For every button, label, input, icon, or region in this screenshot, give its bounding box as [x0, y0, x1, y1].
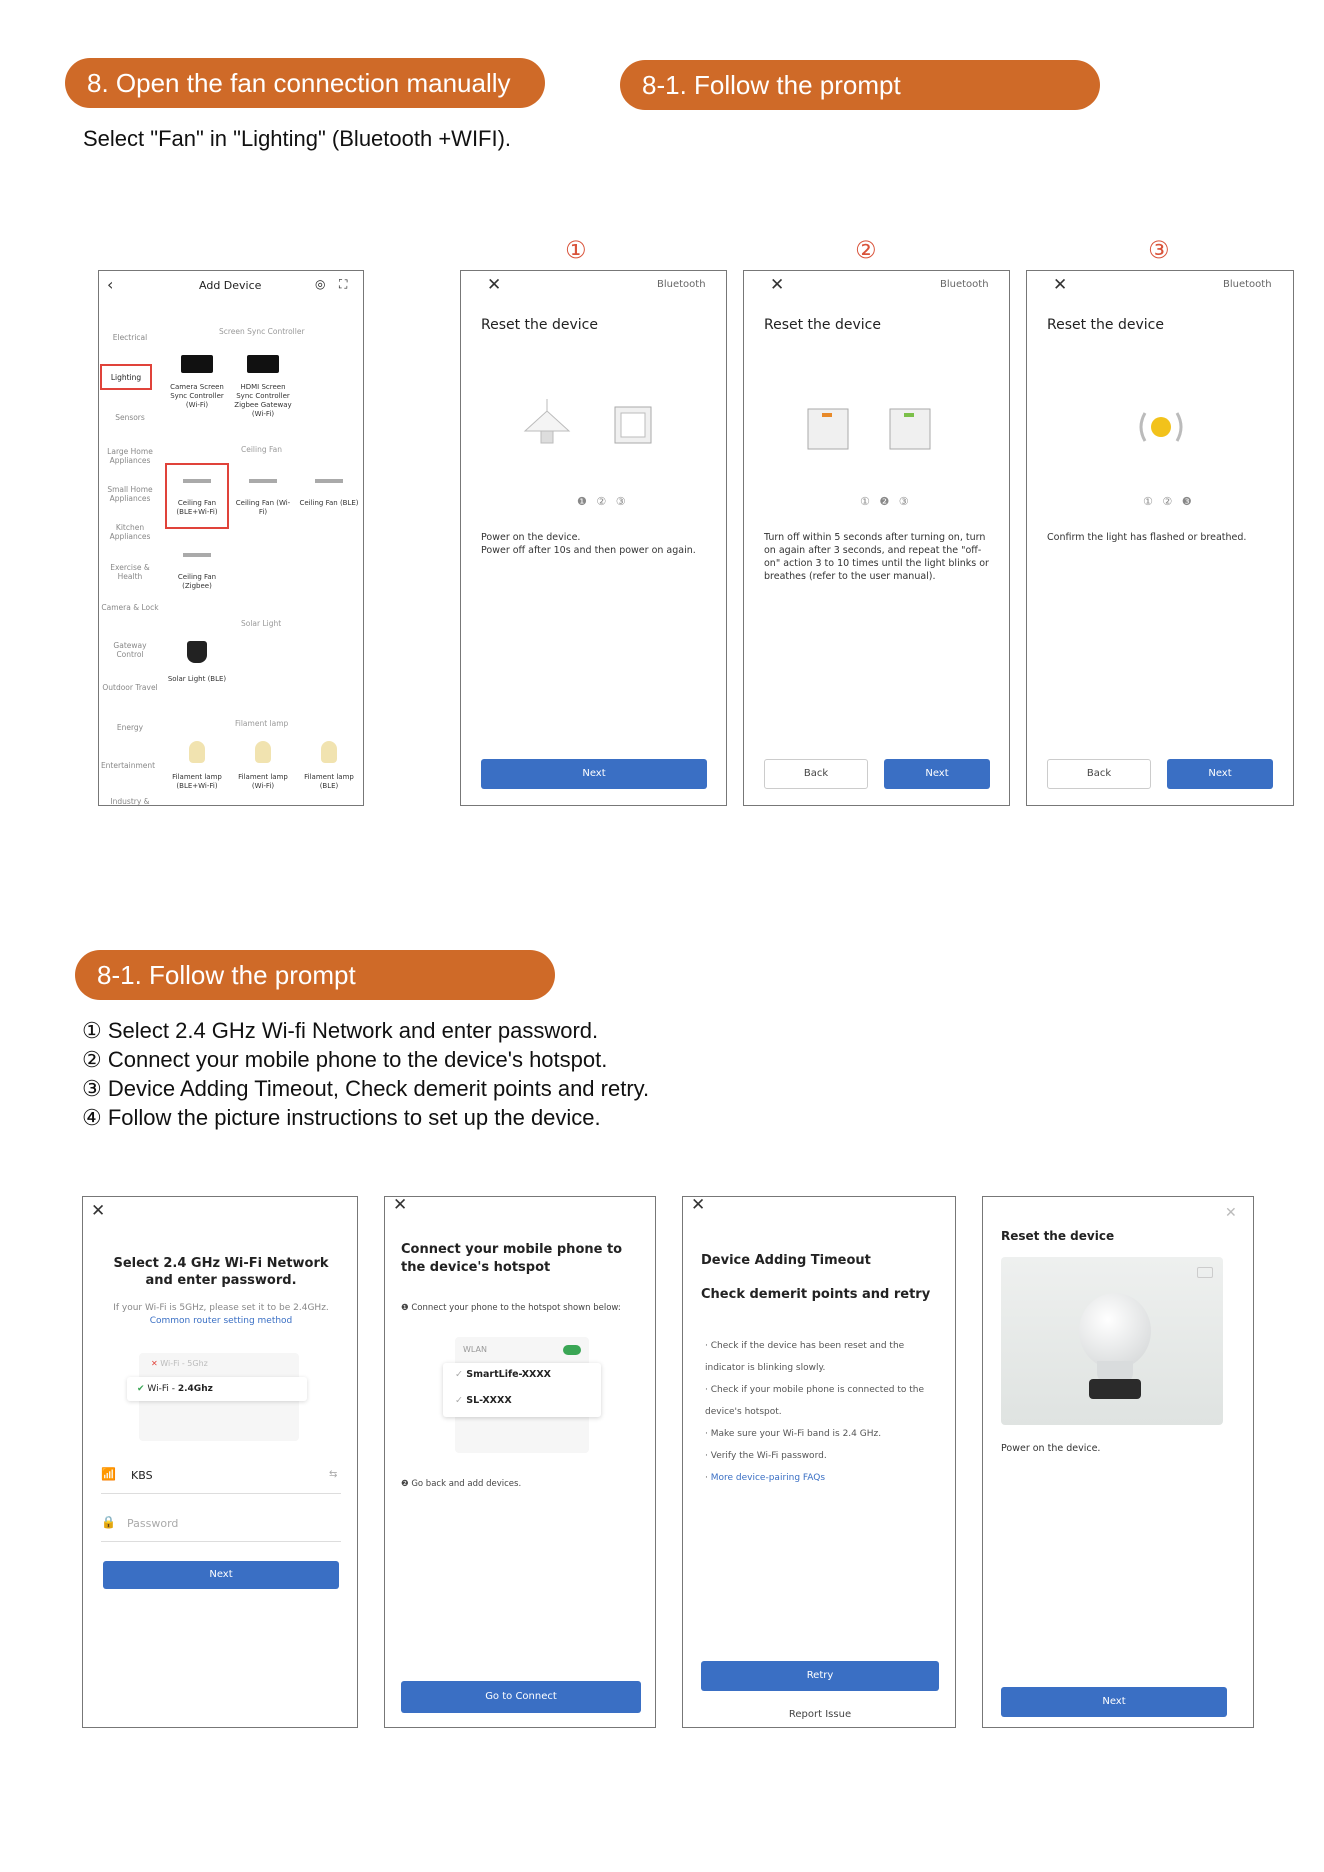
device-filament-ble-wifi[interactable]: Filament lamp (BLE+Wi-Fi) — [172, 773, 222, 790]
timeout-screen — [682, 1196, 956, 1728]
reset-title: Reset the device — [1047, 317, 1164, 333]
category-outdoor[interactable]: Outdoor Travel — [102, 683, 158, 692]
lamp-illustration — [517, 399, 667, 459]
timeout-item-4: · Verify the Wi-Fi password. — [705, 1451, 827, 1461]
device-hdmi-sync[interactable]: HDMI Screen Sync Controller Zigbee Gateway (Wi-Fi) — [234, 383, 292, 418]
section-ceiling-fan: Ceiling Fan — [241, 445, 282, 454]
hdmi-sync-icon — [247, 355, 279, 373]
ceiling-fan-icon-3 — [315, 479, 343, 483]
timeout-item-3: · Make sure your Wi-Fi band is 2.4 GHz. — [705, 1429, 882, 1439]
router-setting-link[interactable]: Common router setting method — [149, 1316, 293, 1326]
retry-button[interactable]: Retry — [701, 1661, 939, 1691]
timeout-item-1: · Check if the device has been reset and the indicator is blinking slowly. — [705, 1341, 905, 1373]
device-solar-ble[interactable]: Solar Light (BLE) — [167, 675, 227, 683]
category-industry[interactable]: Industry & — [110, 797, 150, 806]
reset-text-1: Power on the device. Power off after 10s and then power on again. — [481, 532, 696, 556]
reset-text-3: Confirm the light has flashed or breathed. — [1047, 532, 1247, 543]
filament-lamp-icon-3 — [321, 741, 337, 763]
reset-title: Reset the device — [764, 317, 881, 333]
step-number-3: ③ — [1148, 236, 1170, 264]
target-icon[interactable]: ◎ — [315, 277, 326, 291]
password-input[interactable]: Password — [127, 1517, 179, 1530]
ssid-underline — [101, 1493, 341, 1494]
ceiling-fan-icon-1 — [183, 479, 211, 483]
step-list — [82, 1016, 649, 1132]
close-icon[interactable]: ✕ — [91, 1201, 106, 1221]
back-icon[interactable]: ‹ — [107, 275, 114, 294]
report-issue-link[interactable]: Report Issue — [788, 1709, 852, 1720]
bluetooth-label: Bluetooth — [1223, 279, 1272, 290]
switch-network-icon[interactable]: ⇆ — [329, 1469, 338, 1480]
device-camera-sync[interactable]: Camera Screen Sync Controller (Wi-Fi) — [170, 383, 224, 409]
device-fan-wifi[interactable]: Ceiling Fan (Wi-Fi) — [235, 499, 291, 516]
bluetooth-label: Bluetooth — [657, 279, 706, 290]
category-small-home[interactable]: Small Home Appliances — [107, 485, 153, 503]
hotspot-step-1: ❶ Connect your phone to the hotspot shown below: — [401, 1303, 621, 1313]
timeout-title: Device Adding Timeout — [701, 1253, 871, 1268]
wifi-24ghz-row[interactable]: ✔ Wi-Fi - 2.4Ghz — [127, 1377, 307, 1401]
category-gateway[interactable]: Gateway Control — [113, 641, 147, 659]
filament-lamp-icon-2 — [255, 741, 271, 763]
section-screen-sync: Screen Sync Controller — [219, 327, 305, 336]
bulb-screen — [982, 1196, 1254, 1728]
device-fan-zigbee[interactable]: Ceiling Fan (Zigbee) — [177, 573, 217, 590]
camera-sync-icon — [181, 355, 213, 373]
page-dots: ① ❷ ③ — [860, 495, 912, 508]
category-large-home[interactable]: Large Home Appliances — [107, 447, 153, 465]
hotspot-step-2: ❷ Go back and add devices. — [401, 1479, 522, 1489]
network-sl[interactable]: ✓ SL-XXXX — [455, 1395, 512, 1406]
section-8-intro: Select "Fan" in "Lighting" (Bluetooth +WIFI). — [83, 126, 512, 151]
close-icon[interactable]: ✕ — [487, 275, 502, 295]
back-button[interactable]: Back — [1047, 759, 1151, 789]
page-dots: ① ② ❸ — [1143, 495, 1195, 508]
bulb-glass — [1079, 1293, 1151, 1369]
next-button[interactable]: Next — [1167, 759, 1273, 789]
section-8-1-title-bottom: 8-1. Follow the prompt — [75, 950, 555, 1000]
device-filament-wifi[interactable]: Filament lamp (Wi-Fi) — [238, 773, 288, 790]
reset-screen-1 — [460, 270, 727, 806]
lock-icon: 🔒 — [101, 1515, 116, 1529]
section-8-1-title-top: 8-1. Follow the prompt — [620, 60, 1100, 110]
bulb-image — [1001, 1257, 1223, 1425]
network-smartlife[interactable]: ✓ SmartLife-XXXX — [455, 1369, 552, 1380]
category-lighting[interactable]: Lighting — [110, 373, 142, 382]
password-underline — [101, 1541, 341, 1542]
close-icon[interactable]: ✕ — [393, 1196, 408, 1215]
reset-text-2: Turn off within 5 seconds after turning on, turn on again after 3 seconds, and repeat the "off-on" action 3 to 10 times until the light blinks or breathes (refer to the user manual). — [764, 532, 989, 582]
ceiling-fan-icon-2 — [249, 479, 277, 483]
camera-icon — [1197, 1267, 1213, 1278]
bulb-text: Power on the device. — [1001, 1443, 1101, 1454]
device-filament-ble[interactable]: Filament lamp (BLE) — [304, 773, 354, 790]
step-1: ① Select 2.4 GHz Wi-fi Network and enter password. — [82, 1018, 599, 1043]
wifi-icon: 📶 — [101, 1467, 116, 1481]
category-energy[interactable]: Energy — [116, 723, 144, 732]
section-8-title: 8. Open the fan connection manually — [65, 58, 545, 108]
next-button[interactable]: Next — [481, 759, 707, 789]
section-filament-lamp: Filament lamp — [235, 719, 289, 728]
step-number-1: ① — [565, 236, 587, 264]
close-icon[interactable]: ✕ — [770, 275, 785, 295]
next-button[interactable]: Next — [103, 1561, 339, 1589]
scan-icon[interactable]: ⛶ — [339, 277, 348, 291]
category-electrical[interactable]: Electrical — [112, 333, 148, 342]
close-icon[interactable]: ✕ — [1225, 1205, 1237, 1221]
close-icon[interactable]: ✕ — [1053, 275, 1068, 295]
reset-screen-3 — [1026, 270, 1294, 806]
timeout-item-2: · Check if your mobile phone is connected to the device's hotspot. — [705, 1385, 925, 1417]
category-exercise[interactable]: Exercise & Health — [110, 563, 150, 581]
ceiling-fan-icon-4 — [183, 553, 211, 557]
step-2: ② Connect your mobile phone to the device's hotspot. — [82, 1047, 608, 1072]
hotspot-title: Connect your mobile phone to the device's hotspot — [401, 1242, 623, 1275]
hotspot-screen — [384, 1196, 656, 1728]
flashing-light-icon — [1131, 403, 1191, 453]
wlan-toggle[interactable] — [563, 1345, 581, 1355]
reset-title: Reset the device — [481, 317, 598, 333]
timeout-items — [705, 1335, 941, 1489]
wifi-title: Select 2.4 GHz Wi-Fi Network and enter password. — [113, 1256, 329, 1288]
go-to-connect-button[interactable]: Go to Connect — [401, 1681, 641, 1713]
page-dots: ❶ ② ③ — [577, 495, 629, 508]
device-fan-ble[interactable]: Ceiling Fan (BLE) — [299, 499, 359, 507]
step-number-2: ② — [855, 236, 877, 264]
step-4: ④ Follow the picture instructions to set up the device. — [82, 1105, 601, 1130]
wlan-label: WLAN — [463, 1345, 488, 1354]
bulb-base — [1089, 1379, 1141, 1399]
reset-screen-2 — [743, 270, 1010, 806]
back-button[interactable]: Back — [764, 759, 868, 789]
wifi-screen — [82, 1196, 358, 1728]
category-camera-lock[interactable]: Camera & Lock — [101, 603, 159, 612]
next-button[interactable]: Next — [884, 759, 990, 789]
section-solar-light: Solar Light — [241, 619, 282, 628]
close-icon[interactable]: ✕ — [691, 1196, 706, 1215]
category-kitchen[interactable]: Kitchen Appliances — [109, 523, 151, 541]
ssid-value[interactable]: KBS — [131, 1469, 153, 1482]
solar-light-icon — [187, 641, 207, 663]
step-3: ③ Device Adding Timeout, Check demerit points and retry. — [82, 1076, 650, 1101]
add-device-title: Add Device — [199, 279, 262, 292]
filament-lamp-icon-1 — [189, 741, 205, 763]
switch-illustration — [804, 407, 954, 457]
bulb-title: Reset the device — [1001, 1229, 1115, 1243]
category-sensors[interactable]: Sensors — [115, 413, 145, 422]
timeout-subtitle: Check demerit points and retry — [701, 1287, 931, 1302]
device-fan-ble-wifi[interactable]: Ceiling Fan (BLE+Wi-Fi) — [176, 499, 218, 516]
bluetooth-label: Bluetooth — [940, 279, 989, 290]
next-button[interactable]: Next — [1001, 1687, 1227, 1717]
ceiling-fan-highlight — [165, 463, 229, 529]
add-device-screen — [98, 270, 364, 806]
wifi-5ghz-row: ✕ Wi-Fi - 5Ghz — [151, 1359, 208, 1368]
category-entertainment[interactable]: Entertainment — [100, 761, 156, 770]
faq-link[interactable]: · More device-pairing FAQs — [705, 1473, 826, 1483]
wifi-hint: If your Wi-Fi is 5GHz, please set it to be 2.4GHz. — [113, 1303, 329, 1313]
